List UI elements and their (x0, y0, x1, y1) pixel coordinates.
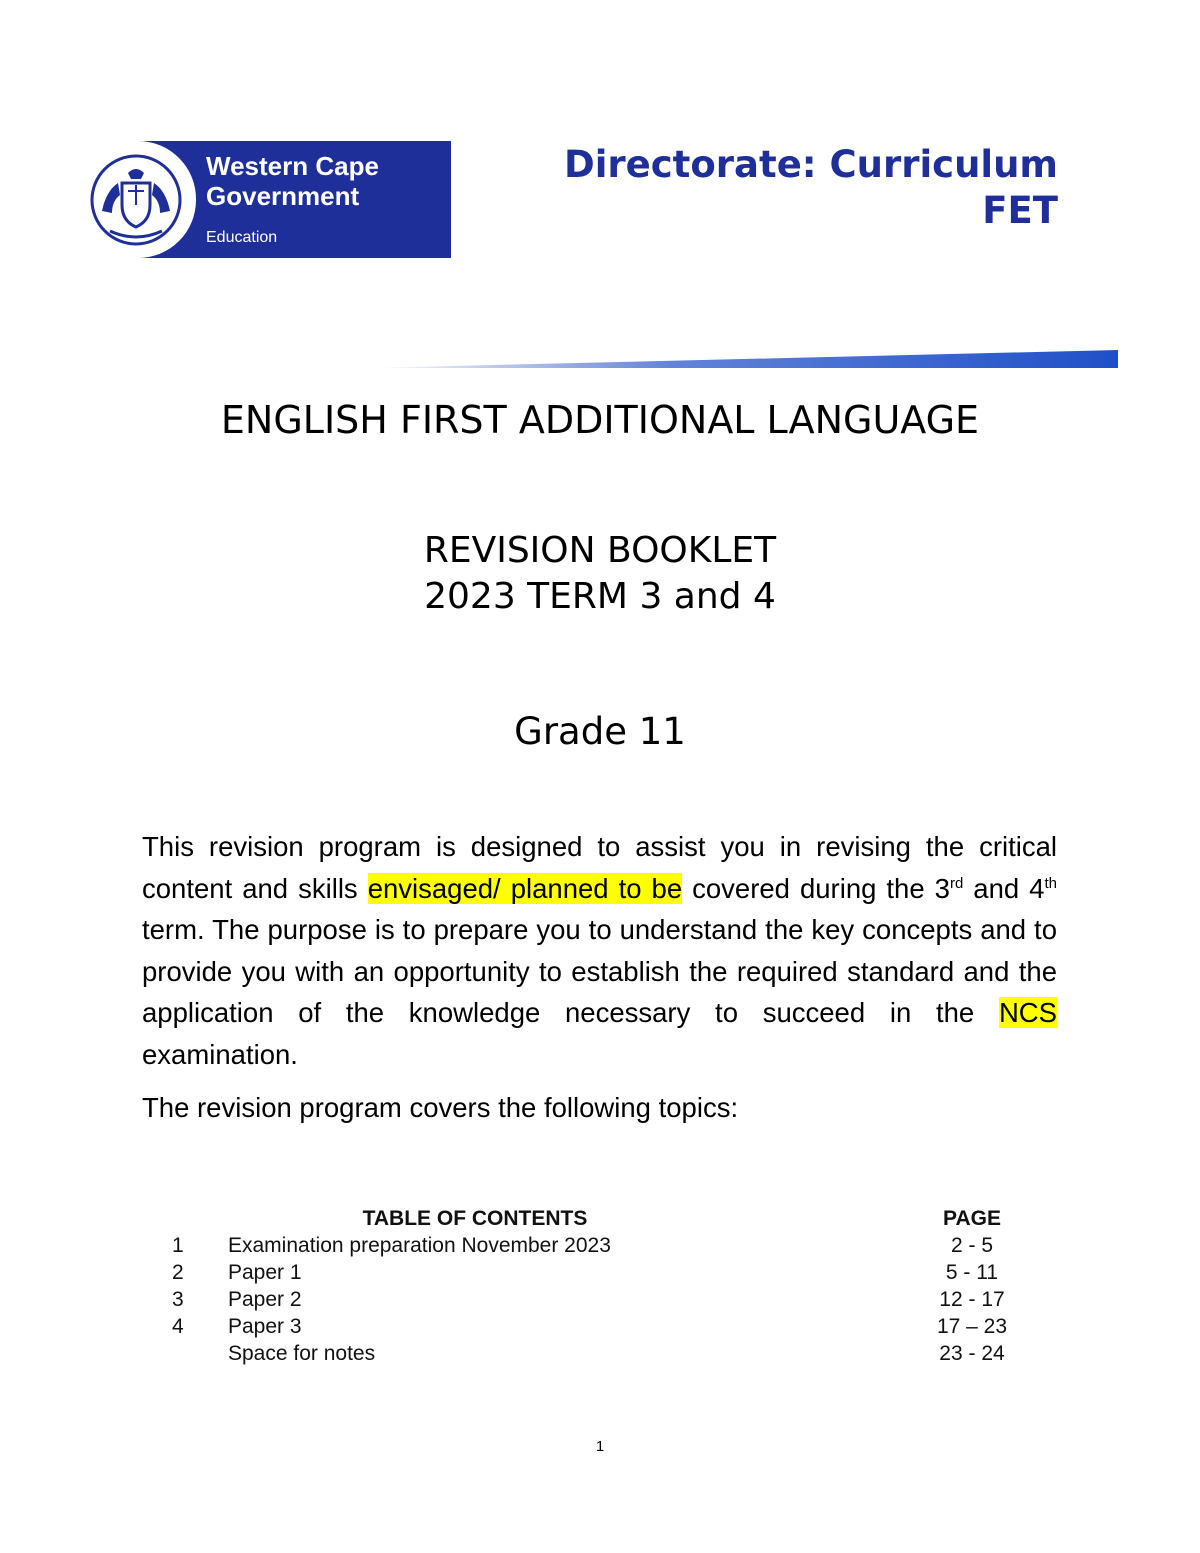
intro-text-5: examination. (142, 1038, 298, 1070)
toc-num: 2 (172, 1261, 184, 1284)
table-row (142, 1232, 1062, 1259)
table-row (142, 1313, 1062, 1340)
toc-title: Paper 1 (228, 1261, 302, 1284)
directorate-line-1: Directorate: Curriculum (564, 143, 1058, 186)
intro-text-3: and 4 (963, 872, 1045, 904)
toc-header-row (142, 1205, 1062, 1232)
toc-header-num (142, 1205, 228, 1232)
header-divider (370, 348, 1120, 370)
intro-text-1: This revision program is designed to assist you in revising the critical content and skills (142, 831, 1057, 904)
topics-line: The revision program covers the following topics: (142, 1092, 739, 1123)
directorate-line-2: FET (982, 189, 1058, 232)
toc-num (142, 1340, 228, 1367)
intro-sup-th: th (1044, 874, 1057, 892)
toc-title: Paper 3 (228, 1315, 302, 1338)
toc-title: Examination preparation November 2023 (228, 1234, 611, 1257)
booklet-title (0, 528, 1200, 620)
table-row (142, 1259, 1062, 1286)
toc-header-title: TABLE OF CONTENTS (362, 1207, 588, 1230)
logo-line-2: Government (206, 181, 360, 211)
toc-num: 4 (172, 1315, 184, 1338)
western-cape-government-logo (78, 141, 451, 258)
toc-page: 2 - 5 (950, 1234, 994, 1257)
logo-line-3: Education (206, 229, 278, 246)
toc-num: 1 (172, 1234, 184, 1257)
intro-paragraph (142, 826, 1057, 1075)
booklet-line-1: REVISION BOOKLET (423, 530, 777, 571)
coat-of-arms-icon (88, 151, 186, 249)
toc-title: Space for notes (228, 1342, 376, 1365)
toc-page: 17 – 23 (936, 1315, 1008, 1338)
booklet-line-2: 2023 TERM 3 and 4 (424, 576, 776, 617)
toc-header-page: PAGE (943, 1207, 1001, 1230)
toc-num: 3 (172, 1288, 184, 1311)
logo-line-1: Western Cape (206, 151, 379, 181)
intro-text-2: covered during the 3 (682, 872, 950, 904)
intro-highlight-2: NCS (998, 997, 1057, 1028)
intro-sup-rd: rd (949, 874, 964, 892)
table-row (142, 1286, 1062, 1313)
intro-highlight-1: envisaged/ planned to be (367, 872, 683, 904)
grade-title: Grade 11 (514, 710, 686, 753)
intro-text-4: term. The purpose is to prepare you to understand the key concepts and to provide you with an opportunity to establish the required standard and the application of the knowledge necessary to succeed in the (142, 914, 1057, 1028)
directorate-heading (564, 142, 1058, 234)
toc-page: 5 - 11 (945, 1261, 999, 1284)
table-row (142, 1340, 1062, 1367)
toc-page: 12 - 17 (939, 1288, 1005, 1311)
toc-title: Paper 2 (228, 1288, 302, 1311)
toc-page: 23 - 24 (939, 1342, 1005, 1365)
subject-title: ENGLISH FIRST ADDITIONAL LANGUAGE (220, 398, 980, 442)
page-number: 1 (595, 1438, 605, 1455)
table-of-contents (142, 1205, 1062, 1367)
